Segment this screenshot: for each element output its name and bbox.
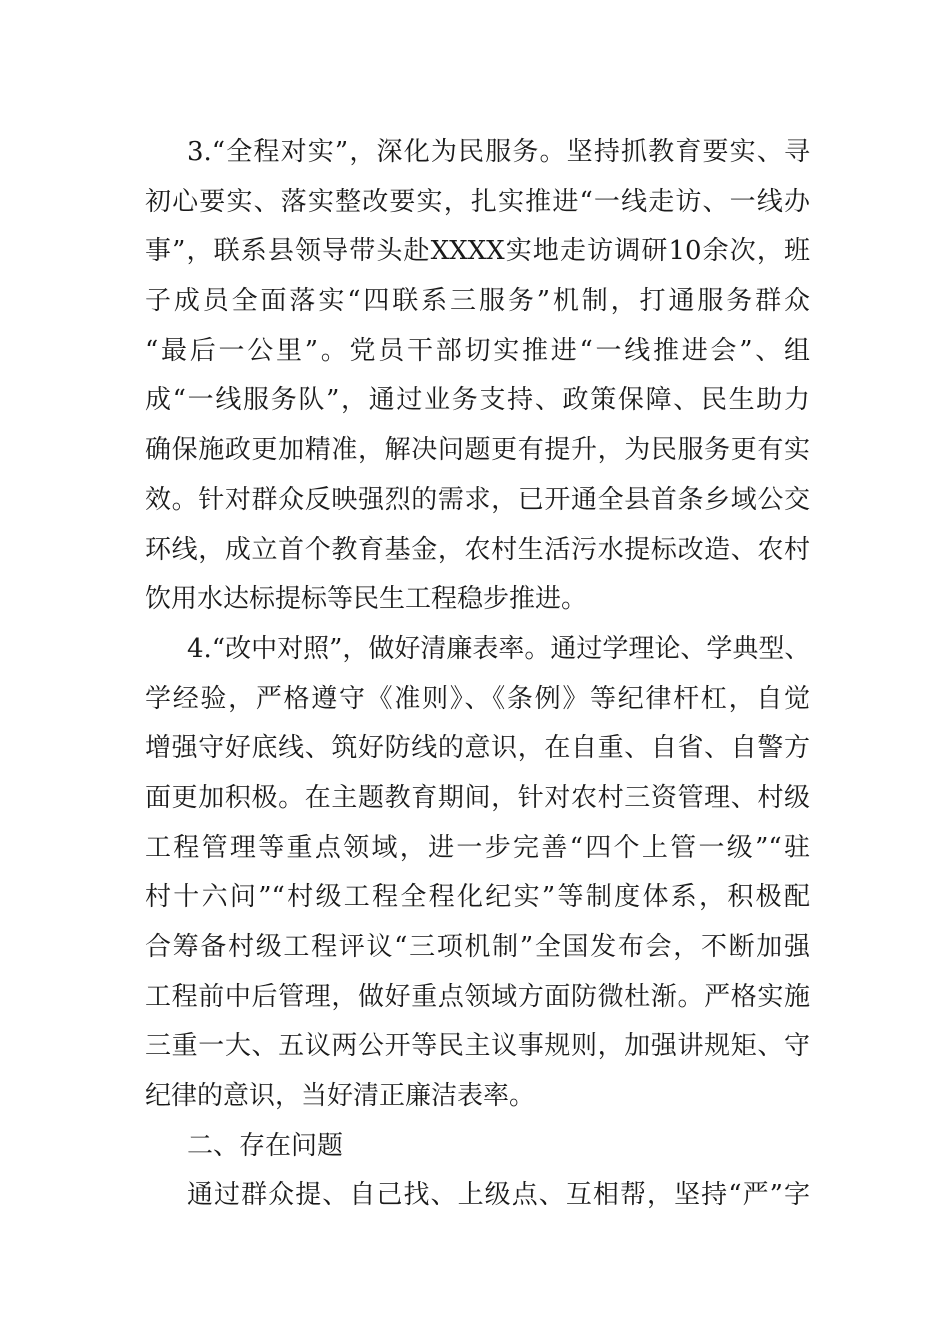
text-line: 面更加积极。在主题教育期间，针对农村三资管理、村级 xyxy=(145,782,810,813)
text-line: 子成员全面落实“四联系三服务”机制，打通服务群众 xyxy=(145,286,810,317)
text-line: 成“一线服务队”，通过业务支持、政策保障、民生助力 xyxy=(145,385,810,416)
text-line: 效。针对群众反映强烈的需求，已开通全县首条乡域公交 xyxy=(145,484,810,515)
text-line: 4.“改中对照”，做好清廉表率。通过学理论、学典型、 xyxy=(187,633,811,664)
text-line: 工程管理等重点领域，进一步完善“四个上管一级”“驻 xyxy=(145,832,810,863)
text-line: 确保施政更加精准，解决问题更有提升，为民服务更有实 xyxy=(145,435,810,466)
text-line: 二、存在问题 xyxy=(187,1130,344,1161)
text-line: 合筹备村级工程评议“三项机制”全国发布会，不断加强 xyxy=(145,932,810,962)
text-line: 三重一大、五议两公开等民主议事规则，加强讲规矩、守 xyxy=(145,1031,810,1062)
text-line: 工程前中后管理，做好重点领域方面防微杜渐。严格实施 xyxy=(145,981,810,1012)
document-body xyxy=(145,128,810,1221)
text-line: 环线，成立首个教育基金，农村生活污水提标改造、农村 xyxy=(145,534,810,565)
text-line: 3.“全程对实”，深化为民服务。坚持抓教育要实、寻 xyxy=(187,137,810,167)
text-line: 事”，联系县领导带头赴XXXX实地走访调研10余次，班 xyxy=(145,236,810,267)
text-line: 初心要实、落实整改要实，扎实推进“一线走访、一线办 xyxy=(145,186,810,217)
text-line: 纪律的意识，当好清正廉洁表率。 xyxy=(145,1081,536,1112)
text-line: 通过群众提、自己找、上级点、互相帮，坚持“严”字 xyxy=(187,1180,810,1211)
text-line: 饮用水达标提标等民生工程稳步推进。 xyxy=(145,584,588,615)
text-line: 学经验，严格遵守《准则》、《条例》等纪律杆杠，自觉 xyxy=(145,683,810,714)
text-line: 增强守好底线、筑好防线的意识，在自重、自省、自警方 xyxy=(145,733,810,764)
text-line: 村十六问”“村级工程全程化纪实”等制度体系，积极配 xyxy=(145,882,810,913)
text-line: “最后一公里”。党员干部切实推进“一线推进会”、组 xyxy=(145,335,810,366)
